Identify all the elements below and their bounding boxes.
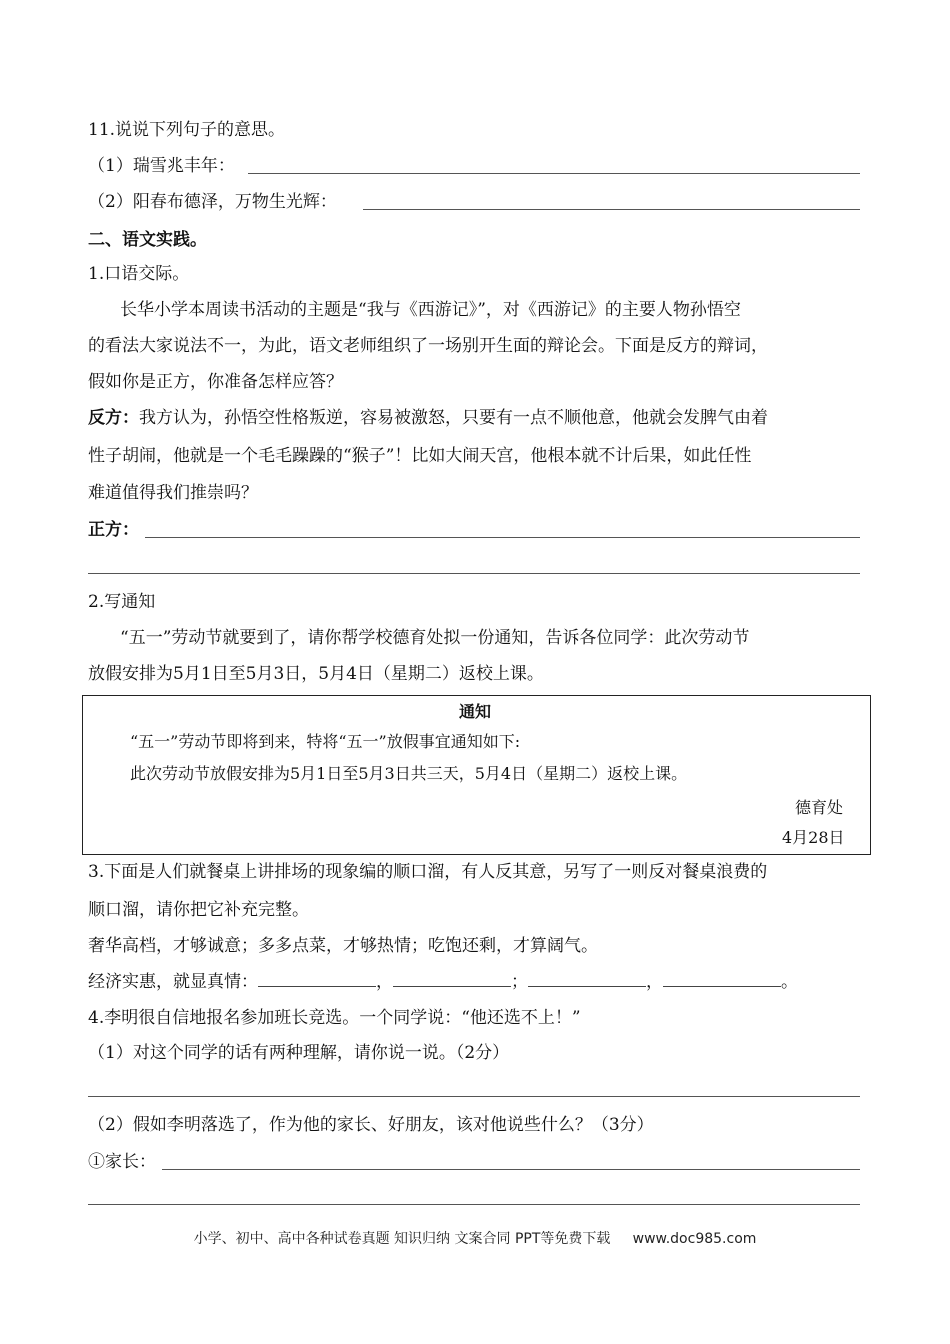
q4-item-1: （1）对这个同学的话有两种理解，请你说一说。（2分） <box>88 1043 510 1063</box>
q11-item-1: （1）瑞雪兆丰年： <box>88 156 235 176</box>
separator: ， <box>646 972 663 992</box>
separator: ， <box>376 972 393 992</box>
con-argument-2: 性子胡闹，他就是一个毛毛躁躁的“猴子”！比如大闹天宫，他根本就不计后果，如此任性 <box>88 446 752 466</box>
oral-paragraph-1: 长华小学本周读书活动的主题是“我与《西游记》”，对《西游记》的主要人物孙悟空 <box>120 300 741 320</box>
con-argument-1 <box>88 406 768 430</box>
answer-line[interactable] <box>145 537 860 538</box>
footer-text: 小学、初中、高中各种试卷真题 知识归纳 文案合同 PPT等免费下载 <box>193 1231 611 1247</box>
notice-line-2: 此次劳动节放假安排为5月1日至5月3日共三天，5月4日（星期二）返校上课。 <box>130 764 688 783</box>
notice-heading: 通知 <box>458 702 491 721</box>
answer-line[interactable] <box>88 573 860 574</box>
q3-line-3: 奢华高档，才够诚意；多多点菜，才够热情；吃饱还剩，才算阔气。 <box>88 936 598 956</box>
con-text-1: 我方认为，孙悟空性格叛逆，容易被激怒，只要有一点不顺他意，他就会发脾气由着 <box>139 408 768 428</box>
q3-fill-prefix: 经济实惠，就显真情： <box>88 972 258 992</box>
footer <box>0 1228 950 1248</box>
q4-parent-label: ①家长： <box>88 1152 156 1172</box>
answer-line[interactable] <box>162 1169 860 1170</box>
q3-line-2: 顺口溜，请你把它补充完整。 <box>88 900 309 920</box>
answer-line[interactable] <box>363 209 860 210</box>
fill-blank[interactable] <box>258 970 376 987</box>
notice-line-1: “五一”劳动节即将到来，特将“五一”放假事宜通知如下: <box>130 732 521 751</box>
fill-blank[interactable] <box>393 970 511 987</box>
footer-url[interactable]: www.doc985.com <box>632 1231 757 1247</box>
con-label: 反方： <box>88 408 139 428</box>
end-mark: 。 <box>781 972 798 992</box>
notice-task-title: 2.写通知 <box>88 592 156 612</box>
separator: ； <box>511 972 528 992</box>
fill-blank[interactable] <box>528 970 646 987</box>
answer-line[interactable] <box>88 1096 860 1097</box>
answer-line[interactable] <box>248 173 860 174</box>
con-argument-3: 难道值得我们推崇吗？ <box>88 483 258 503</box>
notice-date: 4月28日 <box>782 828 845 847</box>
oral-paragraph-3: 假如你是正方，你准备怎样应答？ <box>88 372 343 392</box>
pro-label: 正方： <box>88 520 139 540</box>
notice-task-paragraph-1: “五一”劳动节就要到了，请你帮学校德育处拟一份通知，告诉各位同学：此次劳动节 <box>120 628 750 648</box>
q3-line-1: 3.下面是人们就餐桌上讲排场的现象编的顺口溜，有人反其意，另写了一则反对餐桌浪费的 <box>88 862 768 882</box>
fill-blank[interactable] <box>663 970 781 987</box>
q11-title: 11.说说下列句子的意思。 <box>88 120 286 140</box>
q4-item-2: （2）假如李明落选了，作为他的家长、好朋友，该对他说些什么？（3分） <box>88 1115 654 1135</box>
section-title: 二、语文实践。 <box>88 230 207 250</box>
answer-line[interactable] <box>88 1204 860 1205</box>
oral-paragraph-2: 的看法大家说法不一，为此，语文老师组织了一场别开生面的辩论会。下面是反方的辩词， <box>88 336 768 356</box>
q11-item-2: （2）阳春布德泽，万物生光辉： <box>88 192 337 212</box>
notice-task-paragraph-2: 放假安排为5月1日至5月3日，5月4日（星期二）返校上课。 <box>88 664 544 684</box>
oral-title: 1.口语交际。 <box>88 264 190 284</box>
q3-fill-line <box>88 970 798 994</box>
notice-signer: 德育处 <box>795 798 844 817</box>
q4-title: 4.李明很自信地报名参加班长竞选。一个同学说：“他还选不上！” <box>88 1008 581 1028</box>
